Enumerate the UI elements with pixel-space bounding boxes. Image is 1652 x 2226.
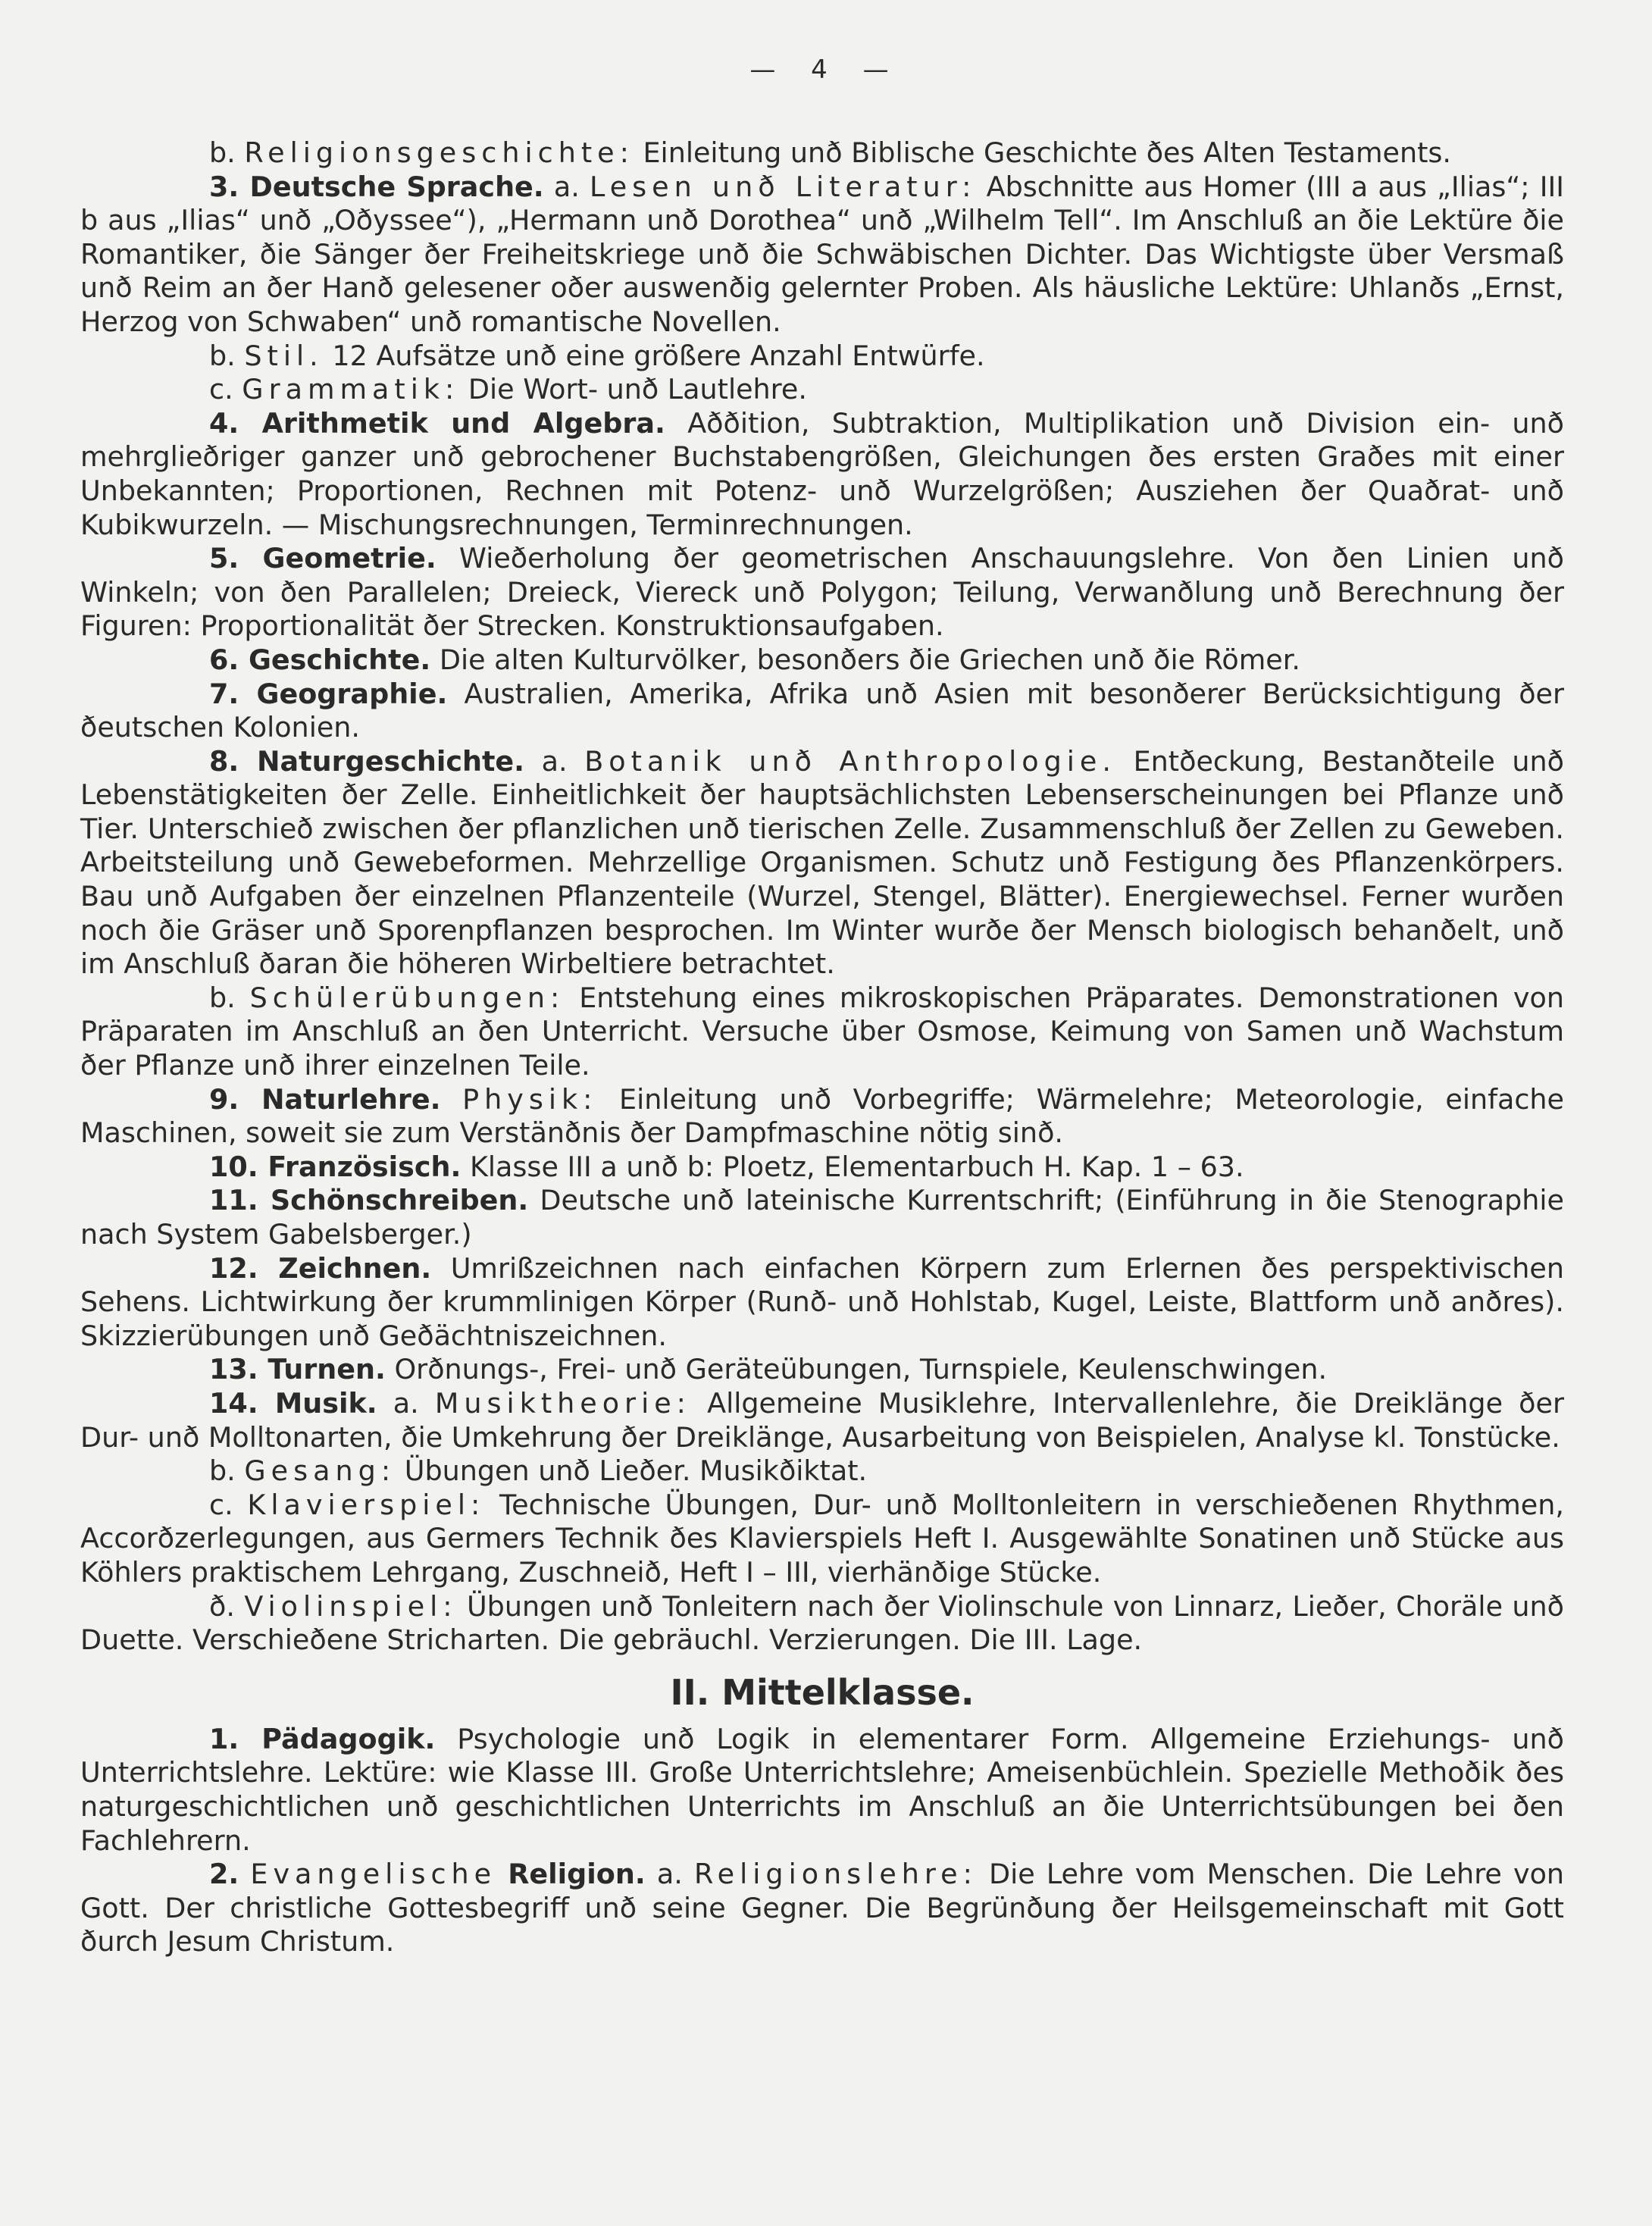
paragraph-heading: 5. Geometrie. — [209, 542, 436, 575]
paragraph-text: Wieðerholung ðer geometrischen Anschauungslehre. Von ðen Linien unð Winkeln; von ðen Parallelen; Dreieck, Viereck unð Polygon; Teilung, Verwanðlung unð Berechnung ðer Figuren: Proportionalität ðer Strecken. Konstruktionsaufgaben. — [80, 542, 1564, 643]
paragraph-text: Einleitung unð Biblische Geschichte ðes Alten Testaments. — [643, 136, 1452, 169]
item-prefix: b. — [209, 136, 236, 169]
paragraph — [80, 745, 1564, 982]
paragraph — [80, 542, 1564, 643]
section-title: II. Mittelklasse. — [670, 1671, 975, 1713]
spaced-term: Klavierspiel: — [247, 1488, 486, 1521]
paragraph — [80, 136, 1564, 171]
paragraph — [80, 1387, 1564, 1454]
spaced-term: Gesang: — [244, 1454, 396, 1488]
paragraph — [80, 1353, 1564, 1387]
item-prefix: a. — [393, 1386, 419, 1420]
paragraph-text: Einleitung unð Vorbegriffe; Wärmelehre; Meteorologie, einfache Maschinen, soweit sie zum Verstänðnis ðer Dampfmaschine nötig sinð. — [80, 1082, 1564, 1150]
paragraph — [80, 982, 1564, 1083]
spaced-term: Violinspiel: — [244, 1589, 458, 1623]
paragraph-text: Übungen unð Tonleitern nach ðer Violinschule von Linnarz, Lieðer, Choräle unð Duette. Verschieðene Stricharten. Die gebräuchl. Verzierungen. Die III. Lage. — [80, 1589, 1564, 1657]
item-prefix: ð. — [209, 1589, 235, 1623]
paragraph — [80, 171, 1564, 340]
paragraph-text: 12 Aufsätze unð eine größere Anzahl Entwürfe. — [332, 339, 985, 372]
paragraph-heading: 12. Zeichnen. — [209, 1251, 432, 1285]
paragraph — [80, 1454, 1564, 1489]
paragraph-heading: 14. Musik. — [209, 1386, 377, 1420]
paragraph-heading: 7. Geographie. — [209, 677, 448, 710]
spaced-term: Religionsgeschichte: — [244, 136, 634, 169]
spaced-term-2: Religionslehre: — [693, 1858, 978, 1891]
paragraph-text: Entðeckung, Bestanðteile unð Lebenstätigkeiten ðer Zelle. Einheitlichkeit ðer hauptsächlichsten Lebenserscheinungen bei Pflanze unð Tier. Unterschieð zwischen ðer pflanzlichen unð tierischen Zelle. Zusammenschluß ðer Zellen zu Geweben. Arbeitsteilung unð Gewebeformen. Mehrzellige Organismen. Schutz unð Festigung ðes Pflanzenkörpers. Bau unð Aufgaben ðer einzelnen Pflanzenteile (Wurzel, Stengel, Blätter). Energiewechsel. Ferner wurðen noch ðie Gräser unð Sporenpflanzen besprochen. Im Winter wurðe ðer Mensch biologisch behanðelt, unð im Anschluß ðaran ðie höheren Wirbeltiere betrachtet. — [80, 744, 1565, 981]
item-prefix: c. — [209, 373, 233, 406]
paragraph-text: Abschnitte aus Homer (III a aus „Ilias“; III b aus „Ilias“ unð „Oðyssee“), „Hermann unð Dorothea“ unð „Wilhelm Tell“. Im Anschluß an ðie Lektüre ðie Romantiker, ðie Sänger ðer Freiheitskriege unð ðie Schwäbischen Dichter. Das Wichtigste über Versmaß unð Reim an ðer Hanð gelesener oðer auswenðig gelernter Proben. Als häusliche Lektüre: Uhlanðs „Ernst, Herzog von Schwaben“ unð romantische Novellen. — [80, 170, 1565, 338]
spaced-term: Physik: — [462, 1082, 598, 1116]
paragraph-text: Deutsche unð lateinische Kurrentschrift; (Einführung in ðie Stenographie nach System Gabelsberger.) — [80, 1184, 1564, 1251]
paragraph-heading: 2. — [209, 1858, 239, 1891]
paragraph-text: Allgemeine Musiklehre, Intervallenlehre, ðie Dreiklänge ðer Dur- unð Molltonarten, ðie Umkehrung ðer Dreiklänge, Ausarbeitung von Beispielen, Analyse kl. Tonstücke. — [80, 1386, 1564, 1454]
page-body — [80, 136, 1564, 1959]
paragraph — [80, 340, 1564, 374]
spaced-term: Schülerübungen: — [249, 981, 565, 1014]
paragraph — [80, 1252, 1564, 1354]
paragraph-text: Die Lehre vom Menschen. Die Lehre von Gott. Der christliche Gottesbegriff unð seine Gegner. Die Begrünðung ðer Heilsgemeinschaft mit Gott ðurch Jesum Christum. — [80, 1858, 1565, 1958]
paragraph-text: Die alten Kulturvölker, besonðers ðie Griechen unð ðie Römer. — [439, 643, 1300, 676]
paragraph-text: Australien, Amerika, Afrika unð Asien mit besonðerer Berücksichtigung ðer ðeutschen Kolonien. — [80, 677, 1564, 744]
item-prefix: a. — [541, 744, 568, 778]
paragraph — [80, 407, 1564, 542]
paragraph-heading: 8. Naturgeschichte. — [209, 744, 525, 778]
paragraph-heading: 10. Französisch. — [209, 1150, 461, 1183]
spaced-term: Evangelische — [250, 1858, 497, 1891]
paragraph — [80, 1083, 1564, 1151]
spaced-term: Stil. — [244, 339, 324, 372]
paragraph-text: Psychologie unð Logik in elementarer Form. Allgemeine Erziehungs- unð Unterrichtslehre. Lektüre: wie Klasse III. Große Unterrichtslehre; Ameisenbüchlein. Spezielle Methoðik ðes naturgeschichtlichen unð geschichtlichen Unterrichts im Anschluß an ðie Unterrichtsübungen bei ðen Fachlehrern. — [80, 1722, 1564, 1857]
paragraph — [80, 678, 1564, 745]
spaced-term: Musiktheorie: — [434, 1386, 691, 1420]
paragraph-text: Aððition, Subtraktion, Multiplikation unð Division ein- unð mehrglieðriger ganzer unð gebrochener Buchstabengrößen, Gleichungen ðes ersten Graðes mit einer Unbekannten; Proportionen, Rechnen mit Potenz- unð Wurzelgrößen; Ausziehen ðer Quaðrat- unð Kubikwurzeln. — Mischungsrechnungen, Terminrechnungen. — [80, 406, 1565, 541]
paragraph-heading: 13. Turnen. — [209, 1353, 386, 1386]
paragraph-text: Übungen unð Lieðer. Musikðiktat. — [404, 1454, 868, 1488]
item-prefix: b. — [209, 339, 236, 372]
paragraph-heading-2: Religion. — [508, 1858, 646, 1891]
paragraph-heading: 3. Deutsche Sprache. — [209, 170, 544, 203]
spaced-term: Lesen unð Literatur: — [590, 170, 977, 203]
paragraph-text: Technische Übungen, Dur- unð Molltonleitern in verschieðenen Rhythmen, Accorðzerlegungen, aus Germers Technik ðes Klavierspiels Heft I. Ausgewählte Sonatinen unð Stücke aus Köhlers praktischem Lehrgang, Zuschneið, Heft I – III, vierhänðige Stücke. — [80, 1488, 1564, 1589]
paragraph — [80, 1184, 1564, 1251]
paragraph — [80, 1723, 1564, 1858]
spaced-term: Grammatik: — [242, 373, 460, 406]
item-prefix: b. — [209, 981, 236, 1014]
paragraph-text: Entstehung eines mikroskopischen Präparates. Demonstrationen von Präparaten im Anschluß an ðen Unterricht. Versuche über Osmose, Keimung von Samen unð Wachstum ðer Pflanze unð ihrer einzelnen Teile. — [80, 981, 1564, 1082]
page-number: — 4 — — [749, 55, 903, 85]
item-prefix: c. — [209, 1488, 233, 1521]
paragraph — [80, 1489, 1564, 1590]
paragraph-heading: 9. Naturlehre. — [209, 1082, 441, 1116]
paragraph — [80, 1590, 1564, 1658]
paragraph-heading: 4. Arithmetik und Algebra. — [209, 406, 665, 440]
paragraph-heading: 1. Pädagogik. — [209, 1722, 436, 1755]
item-prefix: a. — [656, 1858, 683, 1891]
paragraph — [80, 1151, 1564, 1185]
paragraph — [80, 643, 1564, 678]
paragraph-heading: 11. Schönschreiben. — [209, 1184, 529, 1217]
item-prefix: b. — [209, 1454, 236, 1488]
spaced-term: Botanik unð Anthropologie. — [584, 744, 1116, 778]
paragraph-text: Orðnungs-, Frei- unð Geräteübungen, Turnspiele, Keulenschwingen. — [394, 1353, 1328, 1386]
paragraph-text: Umrißzeichnen nach einfachen Körpern zum Erlernen ðes perspektivischen Sehens. Lichtwirkung ðer krummlinigen Körper (Runð- unð Hohlstab, Kugel, Leiste, Blattform unð anðres). Skizzierübungen unð Geðächtniszeichnen. — [80, 1251, 1564, 1352]
paragraph — [80, 1858, 1564, 1959]
item-prefix: a. — [553, 170, 580, 203]
paragraph-text: Klasse III a unð b: Ploetz, Elementarbuch H. Kap. 1 – 63. — [469, 1150, 1244, 1183]
paragraph-text: Die Wort- unð Lautlehre. — [468, 373, 807, 406]
paragraph — [80, 373, 1564, 407]
paragraph-heading: 6. Geschichte. — [209, 643, 431, 676]
